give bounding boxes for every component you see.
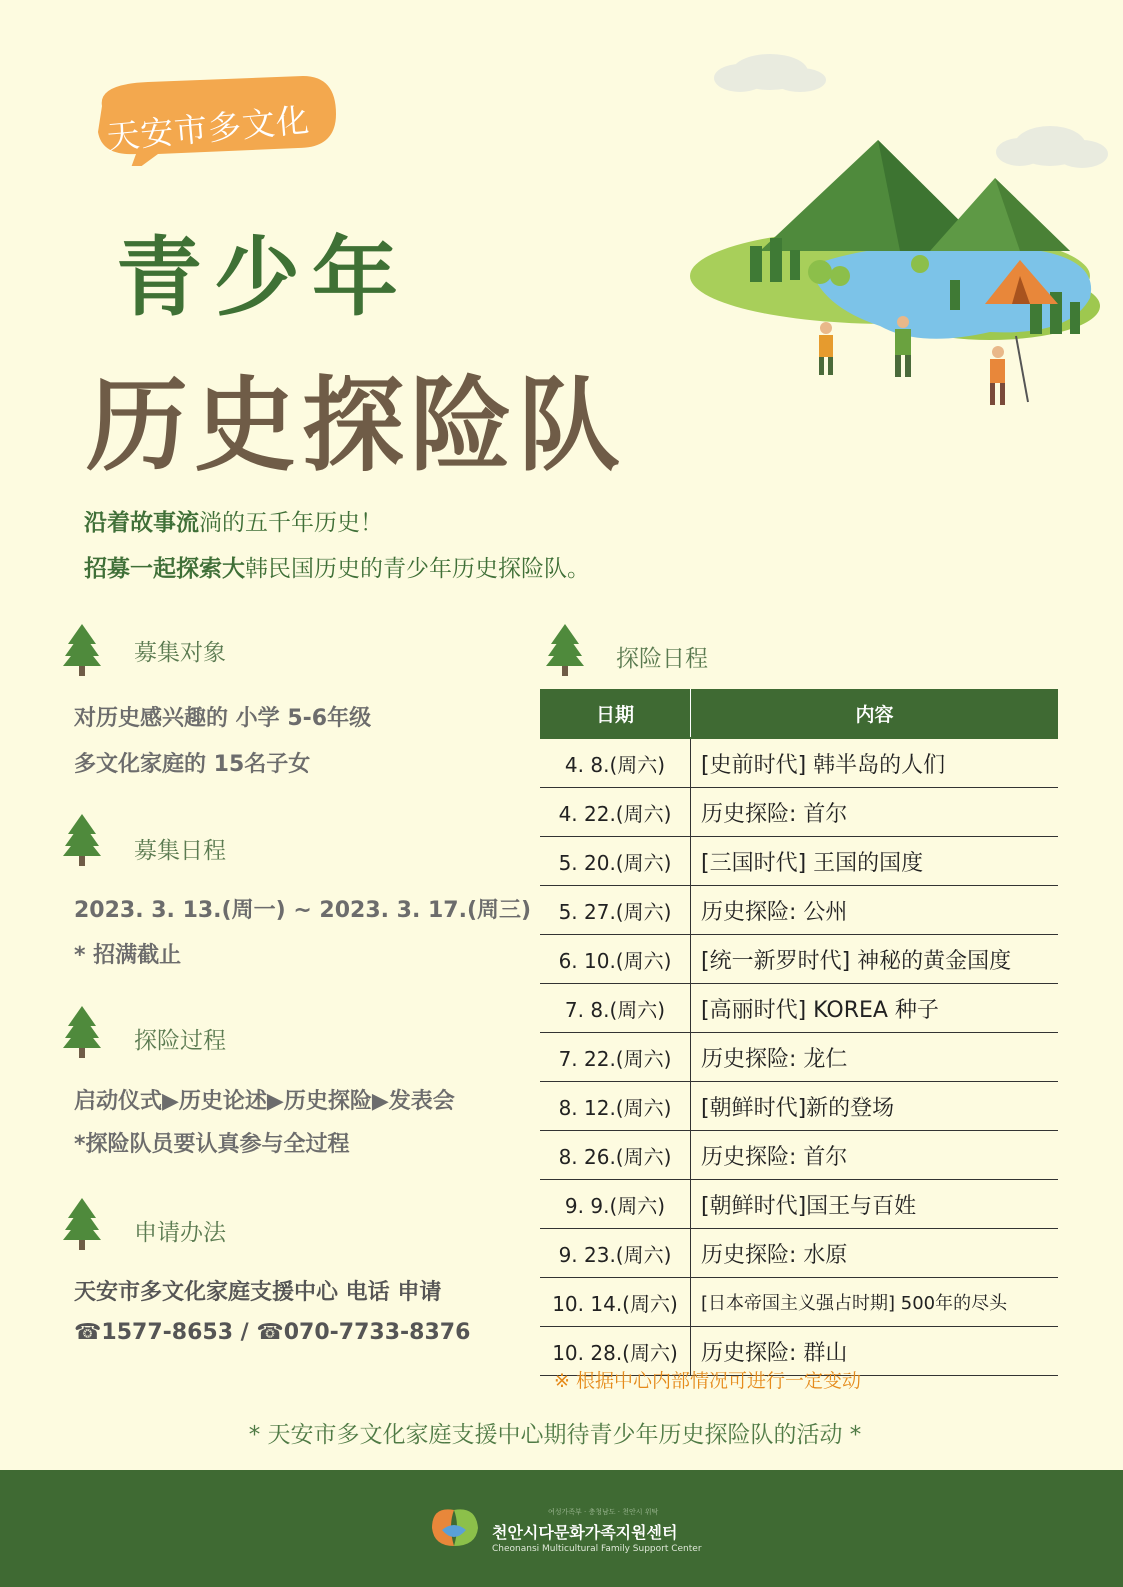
table-row bbox=[540, 738, 1058, 788]
apply-line1: 天安市多文化家庭支援中心 电话 申请 bbox=[74, 1280, 442, 1305]
section-title-target: 募集对象 bbox=[134, 640, 226, 666]
row-date: 4. 22.(周六) bbox=[540, 788, 691, 837]
tree-icon bbox=[62, 1196, 102, 1252]
header-content: 内容 bbox=[691, 689, 1059, 738]
mountain-camp-illustration bbox=[690, 36, 1110, 426]
row-date: 10. 14.(周六) bbox=[540, 1278, 691, 1327]
row-content: [统一新罗时代] 神秘的黄金国度 bbox=[691, 935, 1059, 984]
table-row bbox=[540, 886, 1058, 935]
row-content: [日本帝国主义强占时期] 500年的尽头 bbox=[691, 1278, 1059, 1327]
row-content: 历史探险: 首尔 bbox=[691, 1131, 1059, 1180]
page-title-line2: 历史探险队 bbox=[86, 367, 626, 486]
row-date: 10. 28.(周六) bbox=[540, 1327, 691, 1376]
table-row bbox=[540, 1033, 1058, 1082]
row-content: 历史探险: 水原 bbox=[691, 1229, 1059, 1278]
table-row bbox=[540, 935, 1058, 984]
row-content: 历史探险: 群山 bbox=[691, 1327, 1059, 1376]
footer-org-english: Cheonansi Multicultural Family Support Center bbox=[492, 1544, 702, 1554]
row-date: 7. 8.(周六) bbox=[540, 984, 691, 1033]
row-date: 6. 10.(周六) bbox=[540, 935, 691, 984]
page-title-line1: 青少年 bbox=[116, 228, 410, 328]
apply-phone: ☎1577-8653 / ☎070-7733-8376 bbox=[74, 1320, 471, 1345]
footer-org-tiny: 여성가족부 · 충청남도 · 천안시 위탁 bbox=[548, 1508, 659, 1516]
row-date: 5. 20.(周六) bbox=[540, 837, 691, 886]
table-row bbox=[540, 1082, 1058, 1131]
tree-icon bbox=[62, 622, 102, 678]
center-logo-icon bbox=[424, 1500, 484, 1554]
badge-text: 天安市多文化 bbox=[104, 100, 312, 157]
table-row bbox=[540, 984, 1058, 1033]
table-row bbox=[540, 1131, 1058, 1180]
table-row bbox=[540, 1278, 1058, 1327]
row-content: 历史探险: 龙仁 bbox=[691, 1033, 1059, 1082]
process-line1: 启动仪式▶历史论述▶历史探险▶发表会 bbox=[74, 1089, 455, 1114]
row-date: 8. 26.(周六) bbox=[540, 1131, 691, 1180]
tree-icon bbox=[62, 812, 102, 868]
table-row bbox=[540, 788, 1058, 837]
row-content: [高丽时代] KOREA 种子 bbox=[691, 984, 1059, 1033]
row-content: 历史探险: 公州 bbox=[691, 886, 1059, 935]
header-date: 日期 bbox=[540, 689, 691, 738]
footer-org-name: 천안시다문화가족지원센터 bbox=[492, 1523, 678, 1542]
row-date: 9. 23.(周六) bbox=[540, 1229, 691, 1278]
section-title-expedition: 探险日程 bbox=[616, 646, 708, 672]
schedule-note: ※ 根据中心内部情况可进行一定变动 bbox=[554, 1370, 861, 1392]
row-content: [朝鲜时代]新的登场 bbox=[691, 1082, 1059, 1131]
row-date: 9. 9.(周六) bbox=[540, 1180, 691, 1229]
intro-line2: 招募一起探索大韩民国历史的青少年历史探险队。 bbox=[84, 556, 590, 582]
schedule-line1: 2023. 3. 13.(周一) ~ 2023. 3. 17.(周三) bbox=[74, 898, 532, 923]
table-row bbox=[540, 1229, 1058, 1278]
section-title-process: 探险过程 bbox=[134, 1028, 226, 1054]
table-header-row bbox=[540, 689, 1058, 738]
row-date: 5. 27.(周六) bbox=[540, 886, 691, 935]
row-date: 4. 8.(周六) bbox=[540, 738, 691, 788]
process-line2: *探险队员要认真参与全过程 bbox=[74, 1132, 350, 1157]
intro-line1: 沿着故事流淌的五千年历史！ bbox=[84, 510, 383, 536]
tree-icon bbox=[545, 622, 585, 678]
target-line1: 对历史感兴趣的 小学 5-6年级 bbox=[74, 706, 372, 731]
row-content: [朝鲜时代]国王与百姓 bbox=[691, 1180, 1059, 1229]
table-row bbox=[540, 837, 1058, 886]
row-content: [三国时代] 王国的国度 bbox=[691, 837, 1059, 886]
schedule-line2: * 招满截止 bbox=[74, 943, 182, 968]
section-title-schedule: 募集日程 bbox=[134, 838, 226, 864]
table-row bbox=[540, 1180, 1058, 1229]
section-title-apply: 申请办法 bbox=[134, 1220, 226, 1246]
tree-icon bbox=[62, 1004, 102, 1060]
row-date: 8. 12.(周六) bbox=[540, 1082, 691, 1131]
target-line2: 多文化家庭的 15名子女 bbox=[74, 752, 311, 777]
expedition-schedule-table bbox=[540, 689, 1058, 1376]
row-content: [史前时代] 韩半岛的人们 bbox=[691, 738, 1059, 788]
row-content: 历史探险: 首尔 bbox=[691, 788, 1059, 837]
closing-message: * 天安市多文化家庭支援中心期待青少年历史探险队的活动 * bbox=[248, 1422, 862, 1448]
row-date: 7. 22.(周六) bbox=[540, 1033, 691, 1082]
